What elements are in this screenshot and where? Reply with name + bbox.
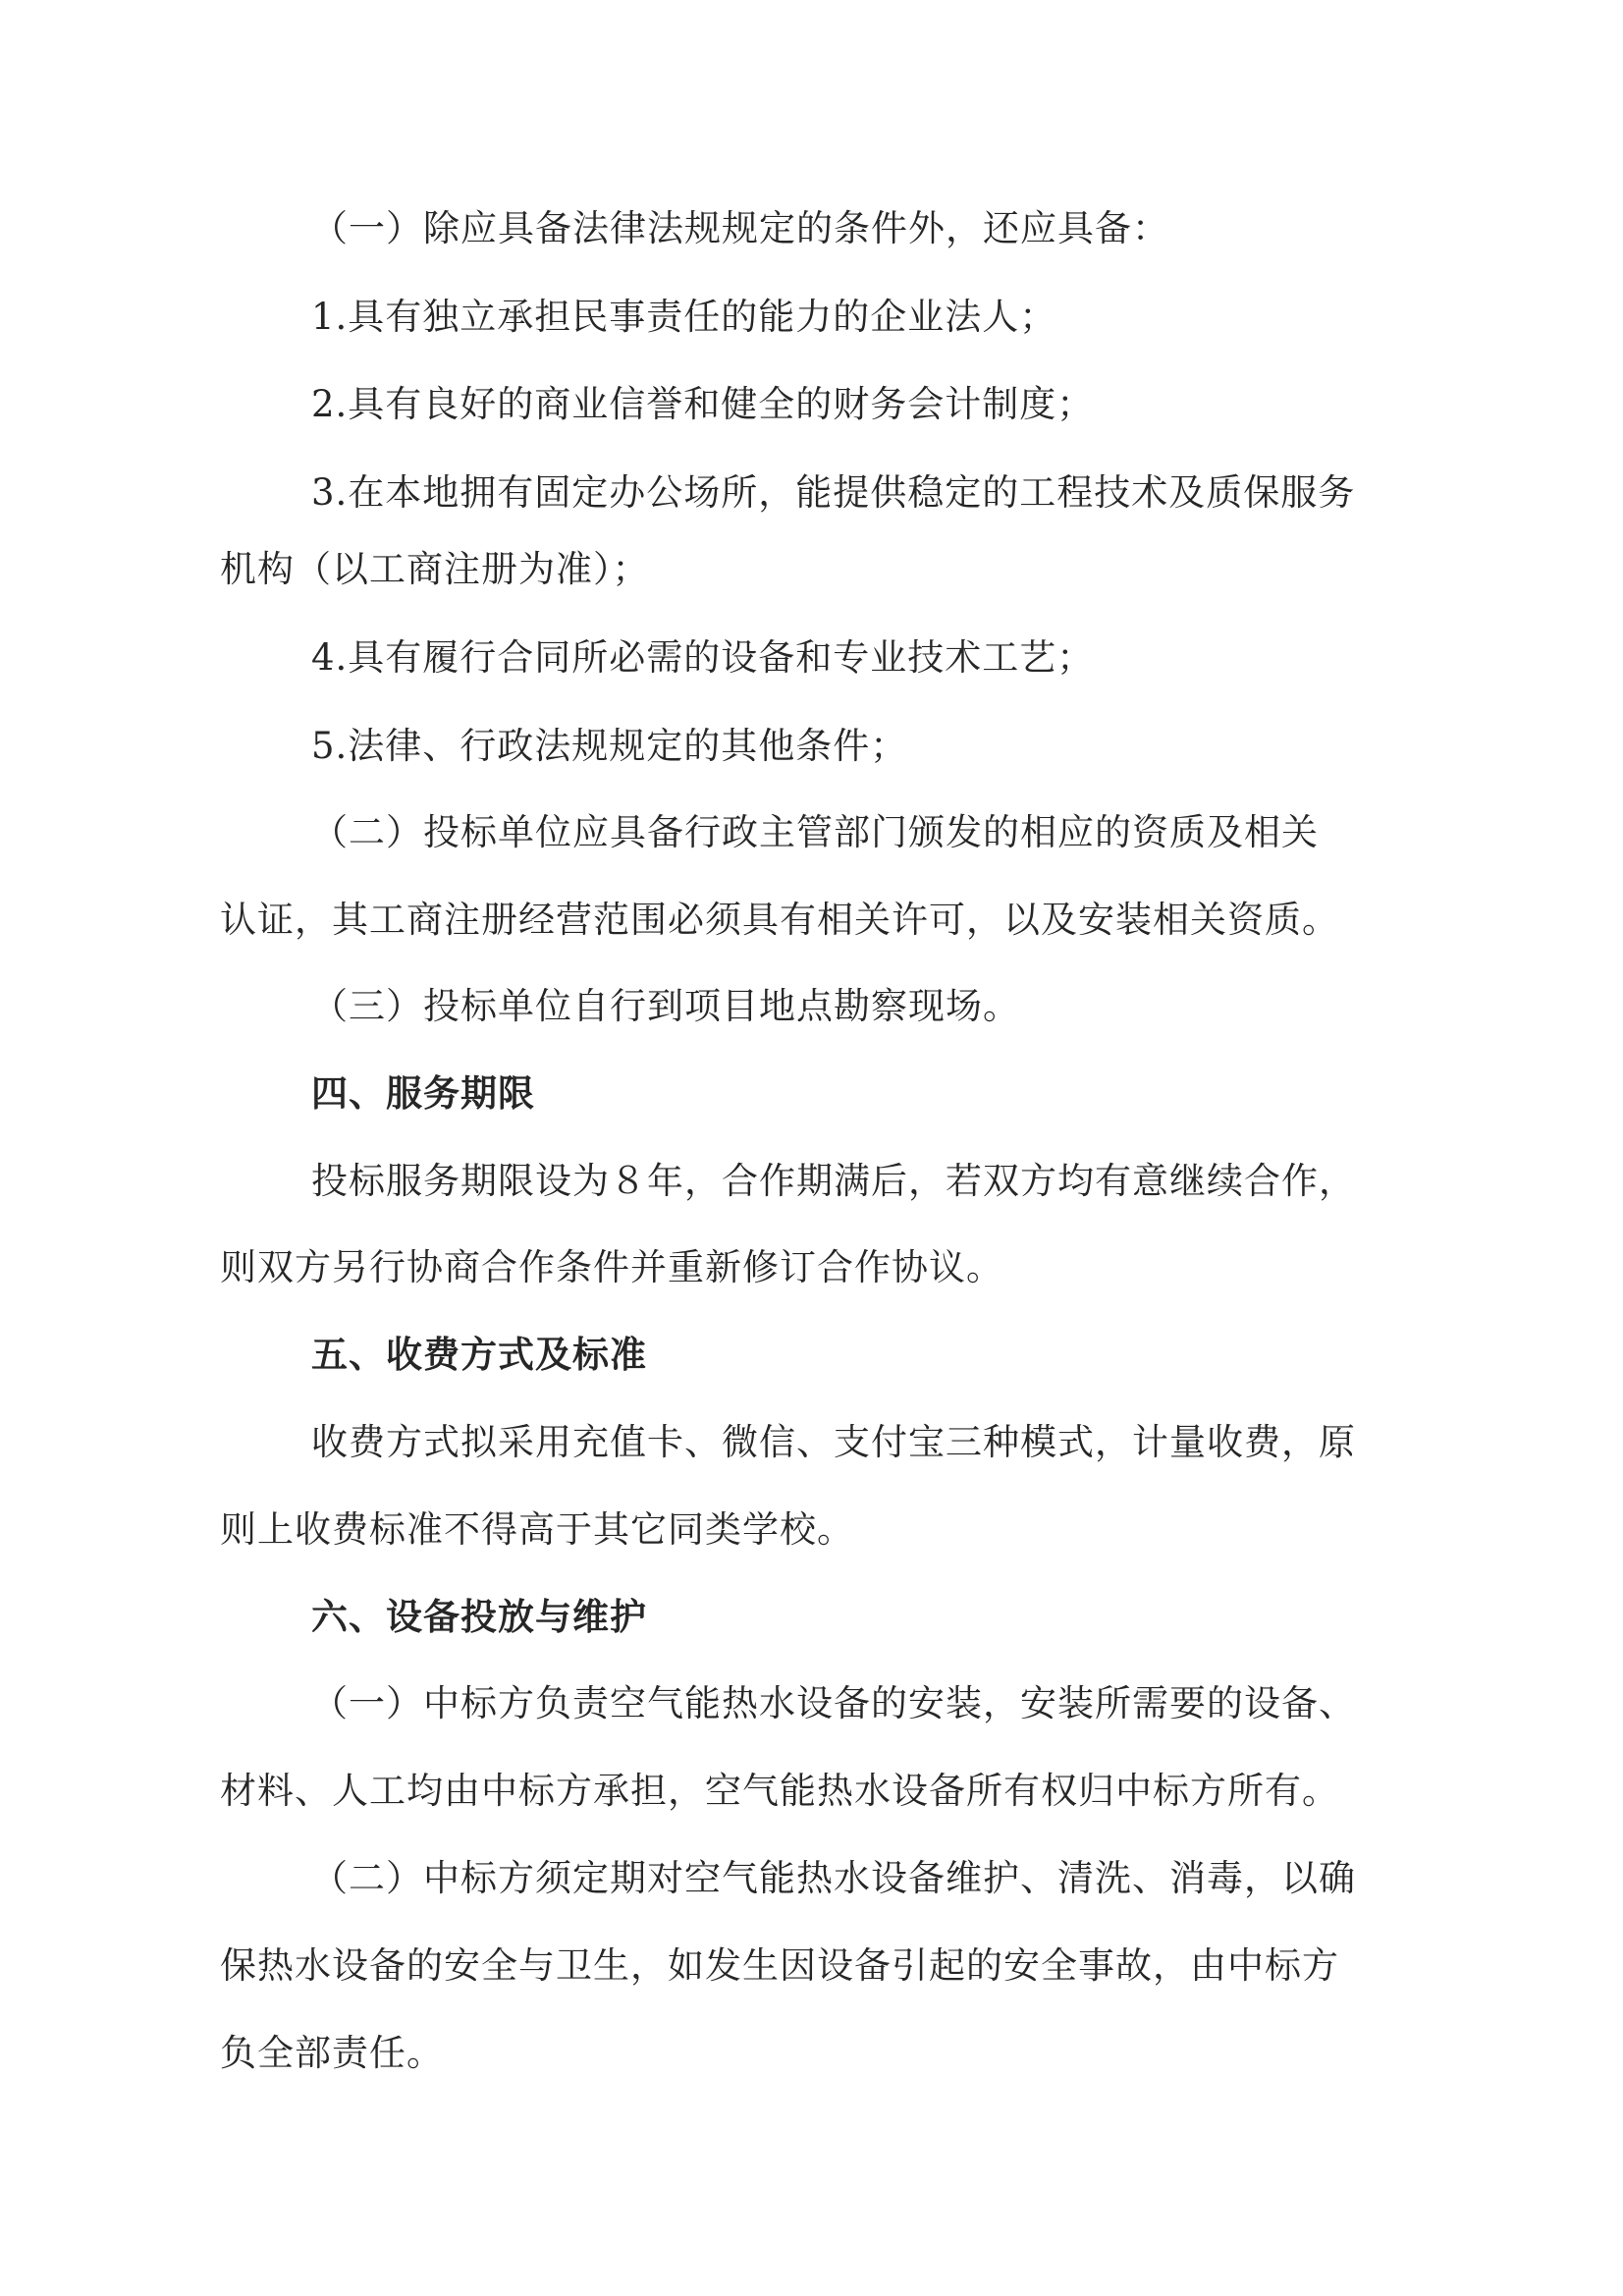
section-heading-service-term: 四、服务期限 <box>311 1072 535 1115</box>
service-term-para-cont: 则双方另行协商合作条件并重新修订合作协议。 <box>220 1246 1003 1288</box>
equipment-clause-2-cont: 保热水设备的安全与卫生，如发生因设备引起的安全事故，由中标方 <box>220 1944 1339 1987</box>
fees-para: 收费方式拟采用充值卡、微信、支付宝三种模式，计量收费，原 <box>311 1421 1356 1463</box>
clause-1-item-3: 3.在本地拥有固定办公场所，能提供稳定的工程技术及质保服务 <box>311 471 1356 514</box>
clause-1-item-1: 1.具有独立承担民事责任的能力的企业法人； <box>311 296 1057 338</box>
equipment-clause-2-end: 负全部责任。 <box>220 2032 444 2074</box>
fees-para-cont: 则上收费标准不得高于其它同类学校。 <box>220 1508 854 1551</box>
clause-1-intro: （一）除应具备法律法规规定的条件外，还应具备： <box>311 207 1169 249</box>
clause-1-item-2: 2.具有良好的商业信誉和健全的财务会计制度； <box>311 383 1095 425</box>
clause-3: （三）投标单位自行到项目地点勘察现场。 <box>311 985 1020 1027</box>
equipment-clause-1-cont: 材料、人工均由中标方承担，空气能热水设备所有权归中标方所有。 <box>220 1770 1339 1812</box>
clause-1-item-3-cont: 机构（以工商注册为准）； <box>220 548 650 590</box>
equipment-clause-1: （一）中标方负责空气能热水设备的安装，安装所需要的设备、 <box>311 1682 1356 1724</box>
equipment-clause-2: （二）中标方须定期对空气能热水设备维护、清洗、消毒，以确 <box>311 1857 1356 1899</box>
section-heading-equipment: 六、设备投放与维护 <box>311 1596 647 1638</box>
clause-2: （二）投标单位应具备行政主管部门颁发的相应的资质及相关 <box>311 811 1319 853</box>
clause-1-item-5: 5.法律、行政法规规定的其他条件； <box>311 725 908 767</box>
service-term-para: 投标服务期限设为８年，合作期满后，若双方均有意继续合作， <box>311 1160 1356 1202</box>
clause-1-item-4: 4.具有履行合同所必需的设备和专业技术工艺； <box>311 636 1095 679</box>
section-heading-fees: 五、收费方式及标准 <box>311 1334 647 1376</box>
clause-2-cont: 认证，其工商注册经营范围必须具有相关许可，以及安装相关资质。 <box>220 899 1339 941</box>
